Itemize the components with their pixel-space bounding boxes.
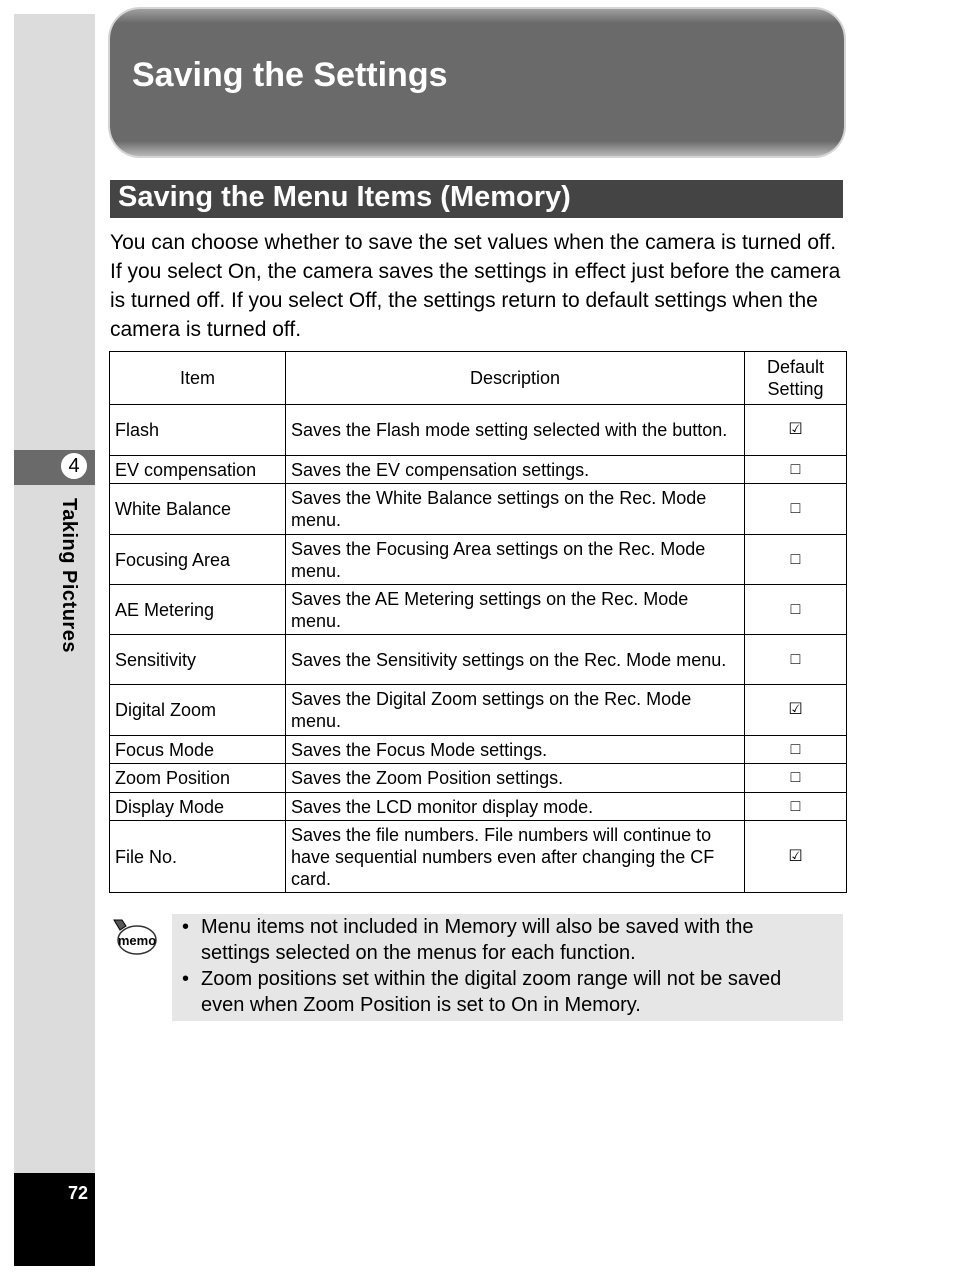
unchecked-icon: □ xyxy=(745,535,847,585)
memo-icon xyxy=(111,917,159,959)
item-cell: EV compensation xyxy=(110,456,286,484)
description-cell: Saves the EV compensation settings. xyxy=(286,456,745,484)
description-cell: Saves the Digital Zoom settings on the Rec. Mode menu. xyxy=(286,685,745,736)
memo-item: • Zoom positions set within the digital zoom range will not be saved even when Zoom Position is set to On in Memory. xyxy=(182,968,782,1016)
description-cell: Saves the LCD monitor display mode. xyxy=(286,793,745,821)
table-row xyxy=(110,484,847,535)
unchecked-icon: □ xyxy=(745,585,847,635)
description-cell: Saves the Flash mode setting selected with the button. xyxy=(286,405,745,456)
description-cell: Saves the Sensitivity settings on the Rec. Mode menu. xyxy=(286,635,745,685)
table-row xyxy=(110,764,847,793)
header-item: Item xyxy=(110,352,286,405)
memo-icon-label: memo xyxy=(117,933,157,948)
table-row xyxy=(110,793,847,821)
item-cell: File No. xyxy=(110,821,286,893)
table-row xyxy=(110,535,847,585)
item-cell: Sensitivity xyxy=(110,635,286,685)
checked-icon: ☑ xyxy=(745,405,847,456)
item-cell: Focusing Area xyxy=(110,535,286,585)
item-cell: White Balance xyxy=(110,484,286,535)
unchecked-icon: □ xyxy=(745,736,847,764)
header-default-setting: Default Setting xyxy=(745,352,847,405)
memory-settings-table xyxy=(109,351,847,893)
table-row xyxy=(110,821,847,893)
item-cell: Focus Mode xyxy=(110,736,286,764)
item-cell: Zoom Position xyxy=(110,764,286,793)
description-cell: Saves the AE Metering settings on the Rec. Mode menu. xyxy=(286,585,745,635)
chapter-number: 4 xyxy=(59,451,89,481)
unchecked-icon: □ xyxy=(745,635,847,685)
checked-icon: ☑ xyxy=(745,685,847,736)
table-row xyxy=(110,405,847,456)
item-cell: Display Mode xyxy=(110,793,286,821)
description-cell: Saves the White Balance settings on the Rec. Mode menu. xyxy=(286,484,745,535)
item-cell: Flash xyxy=(110,405,286,456)
page-number: 72 xyxy=(67,1183,88,1203)
checked-icon: ☑ xyxy=(745,821,847,893)
memo-item: • Menu items not included in Memory will also be saved with the settings selected on the menus for each function. xyxy=(182,916,754,964)
table-row xyxy=(110,585,847,635)
memo-list xyxy=(172,914,843,1018)
page-title: Saving the Settings xyxy=(132,56,448,94)
memo-box xyxy=(172,914,843,1021)
table-row xyxy=(110,635,847,685)
item-cell: AE Metering xyxy=(110,585,286,635)
unchecked-icon: □ xyxy=(745,484,847,535)
unchecked-icon: □ xyxy=(745,793,847,821)
unchecked-icon: □ xyxy=(745,764,847,793)
table-header-row xyxy=(110,352,847,405)
description-cell: Saves the Zoom Position settings. xyxy=(286,764,745,793)
description-cell: Saves the file numbers. File numbers will continue to have sequential numbers even after changing the CF card. xyxy=(286,821,745,893)
unchecked-icon: □ xyxy=(745,456,847,484)
item-cell: Digital Zoom xyxy=(110,685,286,736)
description-cell: Saves the Focus Mode settings. xyxy=(286,736,745,764)
chapter-title: Taking Pictures xyxy=(58,498,80,653)
section-title: Saving the Menu Items (Memory) xyxy=(118,181,571,213)
description-cell: Saves the Focusing Area settings on the Rec. Mode menu. xyxy=(286,535,745,585)
table-row xyxy=(110,685,847,736)
sidebar xyxy=(14,14,95,1266)
header-description: Description xyxy=(286,352,745,405)
table-row xyxy=(110,456,847,484)
table-row xyxy=(110,736,847,764)
intro-paragraph: You can choose whether to save the set values when the camera is turned off. If you select On, the camera saves the settings in effect just before the camera is turned off. If you select Off, the settings return to default settings when the camera is turned off. xyxy=(110,231,841,341)
